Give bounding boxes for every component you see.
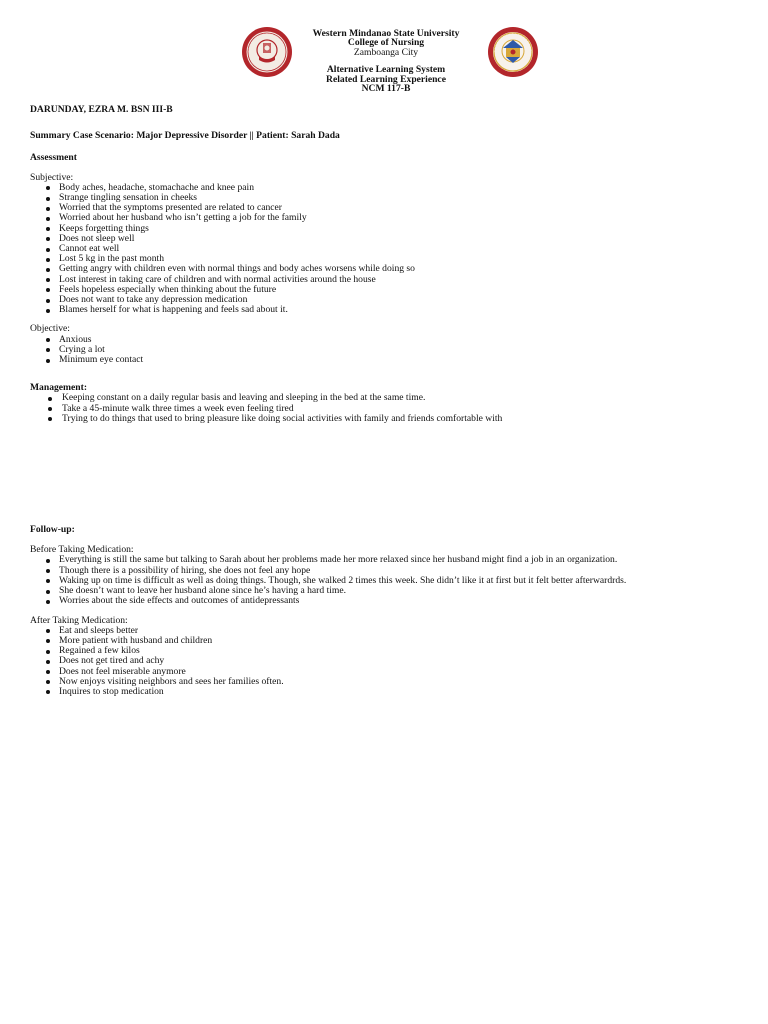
list-item: Feels hopeless especially when thinking about the future <box>30 285 750 295</box>
list-item: Worried about her husband who isn’t getting a job for the family <box>30 213 750 223</box>
assessment-heading: Assessment <box>30 152 77 164</box>
list-item: Strange tingling sensation in cheeks <box>30 193 750 203</box>
list-item: Eat and sleeps better <box>30 626 750 636</box>
city-name: Zamboanga City <box>353 46 419 58</box>
list-item: Minimum eye contact <box>30 355 750 365</box>
subjective-label: Subjective: <box>30 171 74 183</box>
list-item: Cannot eat well <box>30 244 750 254</box>
list-item: Does not sleep well <box>30 234 750 244</box>
list-item: Getting angry with children even with normal things and body aches worsens while doing so <box>30 264 750 274</box>
list-item: Take a 45-minute walk three times a week even feeling tired <box>30 404 750 414</box>
list-item: More patient with husband and children <box>30 636 750 646</box>
list-item: Does not get tired and achy <box>30 656 750 666</box>
list-item: Now enjoys visiting neighbors and sees her families often. <box>30 677 750 687</box>
before-medication-list <box>30 555 750 606</box>
university-name: Western Mindanao State University <box>312 28 460 39</box>
after-medication-label: After Taking Medication: <box>30 614 128 626</box>
list-item: Lost interest in taking care of children and with normal activities around the house <box>30 275 750 285</box>
document-body <box>30 105 750 697</box>
management-list <box>30 393 750 424</box>
management-heading: Management: <box>30 382 88 394</box>
after-medication-list <box>30 626 750 697</box>
list-item: Worries about the side effects and outcomes of antidepressants <box>30 596 750 606</box>
letterhead <box>0 26 768 96</box>
list-item: Though there is a possibility of hiring, she does not feel any hope <box>30 566 750 576</box>
list-item: Keeps forgetting things <box>30 224 750 234</box>
list-item: Worried that the symptoms presented are related to cancer <box>30 203 750 213</box>
student-line: DARUNDAY, EZRA M. BSN III-B <box>30 104 173 115</box>
experience-name: Related Learning Experience <box>326 73 446 85</box>
before-medication-label: Before Taking Medication: <box>30 544 134 556</box>
follow-up-heading: Follow-up: <box>30 524 75 536</box>
list-item: Trying to do things that used to bring pleasure like doing social activities with family and friends comfortable with <box>30 414 750 424</box>
case-title: Summary Case Scenario: Major Depressive Disorder || Patient: Sarah Dada <box>30 130 340 142</box>
college-seal-logo <box>487 26 539 78</box>
list-item: Waking up on time is difficult as well as doing things. Though, she walked 2 times this week. She didn’t like it at first but it felt better afterwardrds. <box>30 576 750 586</box>
list-item: Regained a few kilos <box>30 646 750 656</box>
list-item: Blames herself for what is happening and feels sad about it. <box>30 305 750 315</box>
objective-label: Objective: <box>30 323 70 335</box>
list-item: Body aches, headache, stomachache and knee pain <box>30 183 750 193</box>
list-item: Crying a lot <box>30 345 750 355</box>
list-item: Lost 5 kg in the past month <box>30 254 750 264</box>
list-item: Does not want to take any depression medication <box>30 295 750 305</box>
list-item: Anxious <box>30 335 750 345</box>
subjective-list <box>30 183 750 316</box>
program-name: Alternative Learning System <box>326 64 446 76</box>
list-item: Everything is still the same but talking to Sarah about her problems made her more relaxed since her husband might find a job in an organization. <box>30 555 750 565</box>
list-item: She doesn’t want to leave her husband alone since he’s having a hard time. <box>30 586 750 596</box>
college-name: College of Nursing <box>347 37 425 49</box>
course-code: NCM 117-B <box>361 83 411 95</box>
objective-list <box>30 335 750 366</box>
list-item: Keeping constant on a daily regular basis and leaving and sleeping in the bed at the same time. <box>30 393 750 403</box>
list-item: Inquires to stop medication <box>30 687 750 697</box>
list-item: Does not feel miserable anymore <box>30 667 750 677</box>
letterhead-text <box>286 29 486 93</box>
